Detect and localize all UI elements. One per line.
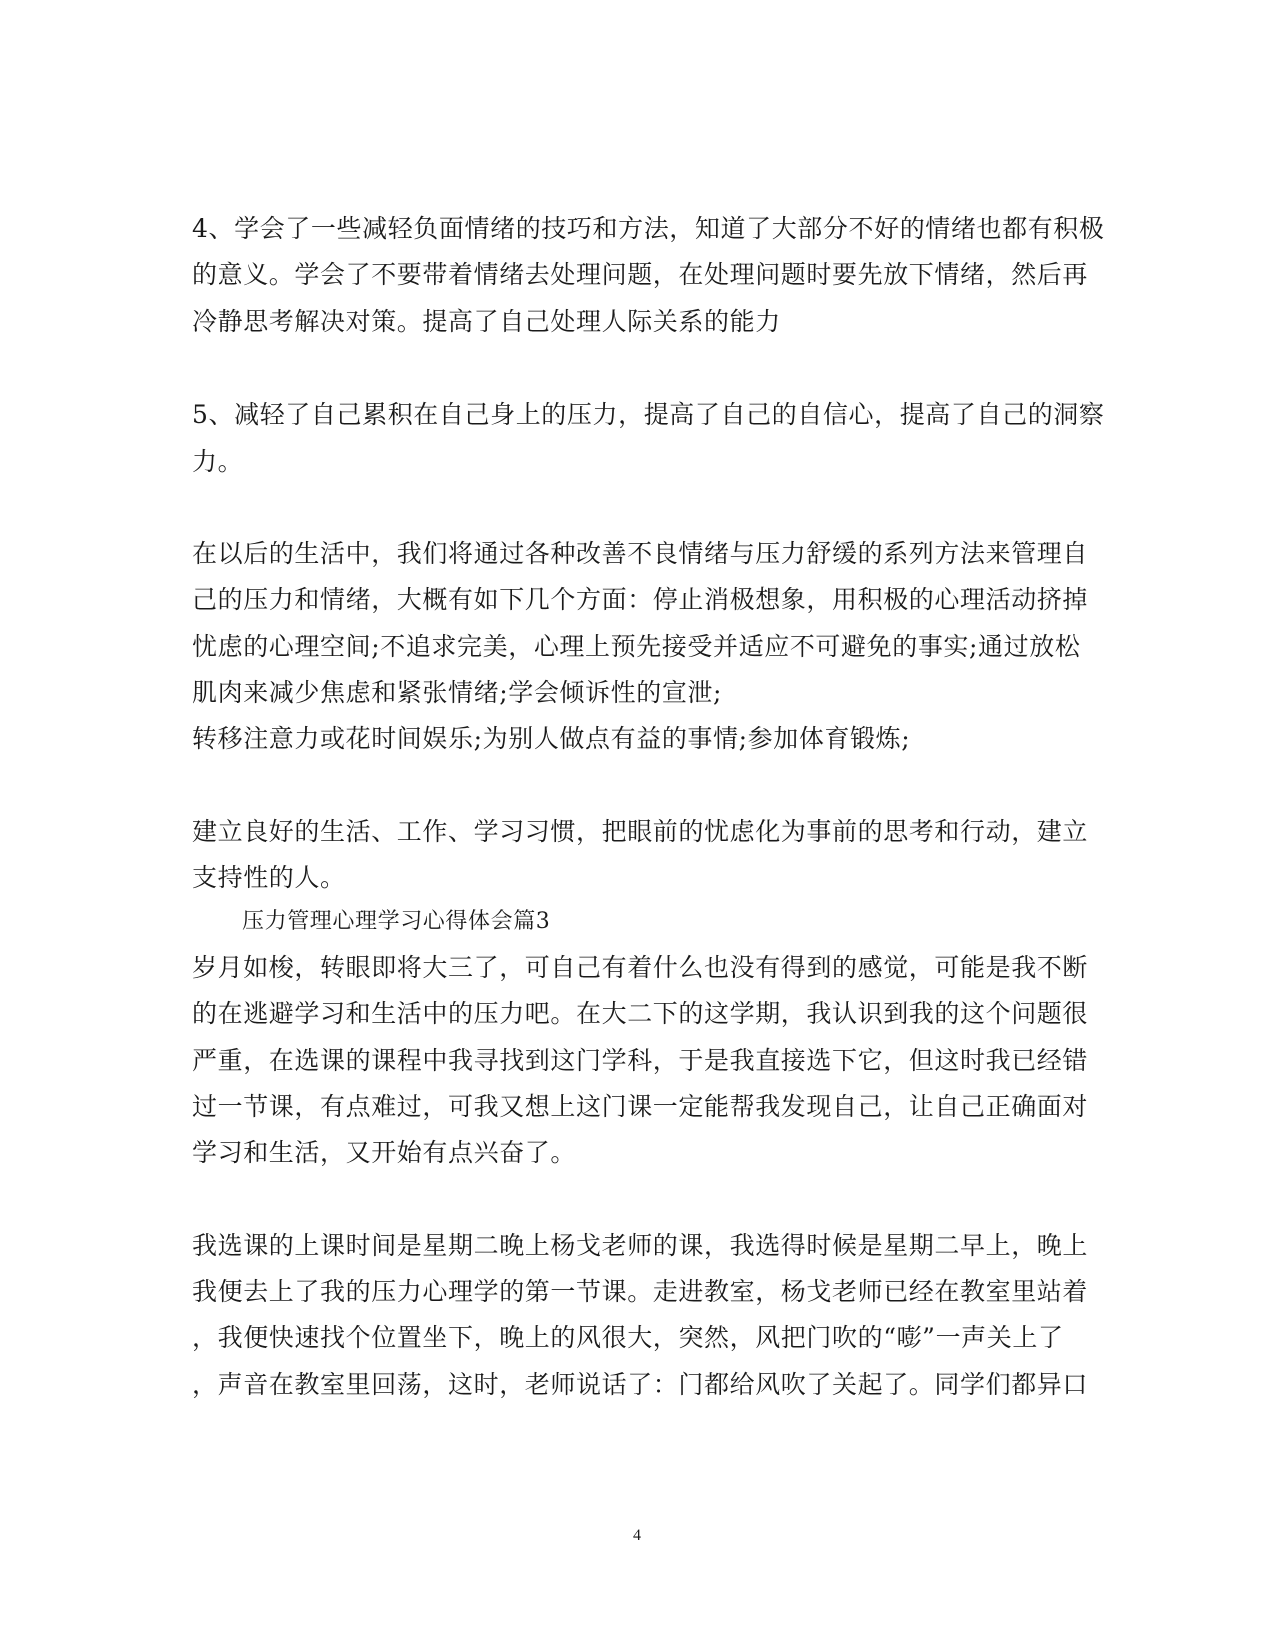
habits-line-1: 建立良好的生活、工作、学习习惯，把眼前的忧虑化为事前的思考和行动，建立 [192, 817, 1089, 846]
class-story-line-2: 我便去上了我的压力心理学的第一节课。走进教室，杨戈老师已经在教室里站着 [192, 1277, 1089, 1306]
class-story-line-3: ，我便快速找个位置坐下，晚上的风很大，突然，风把门吹的“嘭”一声关上了 [192, 1323, 1064, 1352]
essay-3-line-3: 严重，在选课的课程中我寻找到这门学科，于是我直接选下它，但这时我已经错 [192, 1046, 1089, 1075]
class-story-line-1: 我选课的上课时间是星期二晚上杨戈老师的课，我选得时候是星期二早上，晚上 [192, 1231, 1089, 1260]
class-story-line-4: ，声音在教室里回荡，这时，老师说话了：门都给风吹了关起了。同学们都异口 [192, 1370, 1089, 1399]
future-plan-line-3: 忧虑的心理空间;不追求完美，心理上预先接受并适应不可避免的事实;通过放松 [192, 632, 1081, 661]
future-plan-line-1: 在以后的生活中，我们将通过各种改善不良情绪与压力舒缓的系列方法来管理自 [192, 539, 1089, 568]
habits-line-2: 支持性的人。 [192, 863, 346, 892]
paragraph-4-line-2: 的意义。学会了不要带着情绪去处理问题，在处理问题时要先放下情绪，然后再 [192, 260, 1089, 289]
page-number: 4 [633, 1527, 641, 1544]
section-heading: 压力管理心理学习心得体会篇3 [242, 909, 551, 934]
essay-3-line-1: 岁月如梭，转眼即将大三了，可自己有着什么也没有得到的感觉，可能是我不断 [192, 953, 1089, 982]
paragraph-5-line-2: 力。 [192, 447, 244, 476]
future-plan-line-4: 肌肉来减少焦虑和紧张情绪;学会倾诉性的宣泄; [192, 678, 723, 707]
paragraph-4-line-3: 冷静思考解决对策。提高了自己处理人际关系的能力 [192, 307, 781, 336]
essay-3-line-2: 的在逃避学习和生活中的压力吧。在大二下的这学期，我认识到我的这个问题很 [192, 999, 1089, 1028]
future-plan-line-2: 己的压力和情绪，大概有如下几个方面：停止消极想象，用积极的心理活动挤掉 [192, 585, 1089, 614]
essay-3-line-5: 学习和生活，又开始有点兴奋了。 [192, 1138, 577, 1167]
paragraph-4-line-1: 4、学会了一些减轻负面情绪的技巧和方法，知道了大部分不好的情绪也都有积极 [192, 214, 1105, 243]
essay-3-line-4: 过一节课，有点难过，可我又想上这门课一定能帮我发现自己，让自己正确面对 [192, 1092, 1089, 1121]
paragraph-5-line-1: 5、减轻了自己累积在自己身上的压力，提高了自己的自信心，提高了自己的洞察 [192, 400, 1105, 429]
future-plan-line-5: 转移注意力或花时间娱乐;为别人做点有益的事情;参加体育锻炼; [192, 724, 911, 753]
